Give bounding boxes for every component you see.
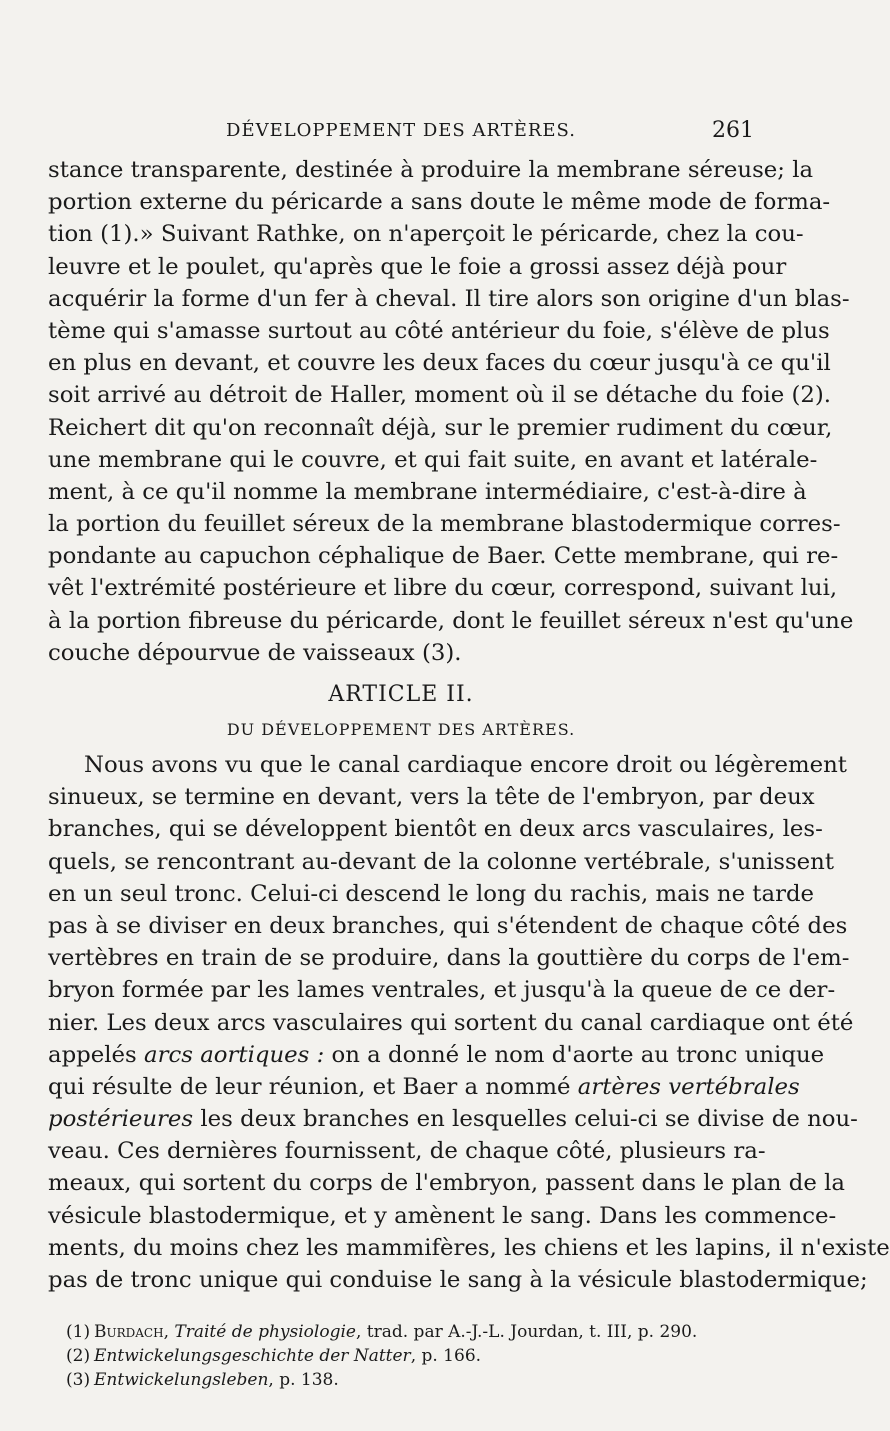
footnote-title: Entwickelungsleben [94, 1370, 269, 1390]
text-line: Nous avons vu que le canal cardiaque encore droit ou légèrement [84, 752, 847, 778]
page-body [48, 154, 890, 1296]
footnotes [66, 1320, 756, 1392]
article-title: ARTICLE II. [328, 682, 474, 707]
text-line: quels, se rencontrant au-devant de la colonne vertébrale, s'unissent [48, 848, 834, 875]
text-line: soit arrivé au détroit de Haller, moment où il se détache du foie (2). [48, 382, 831, 409]
footnote-author: Burdach [94, 1322, 164, 1342]
footnote-title: Entwickelungsgeschichte der Natter [94, 1346, 411, 1366]
text-line: vertèbres en train de se produire, dans la gouttière du corps de l'em- [48, 945, 850, 972]
footnote-separator: , [163, 1322, 175, 1342]
text-line: acquérir la forme d'un fer à cheval. Il tire alors son origine d'un blas- [48, 285, 850, 312]
article-subtitle: DU DÉVELOPPEMENT DES ARTÈRES. [226, 720, 576, 739]
footnote [66, 1344, 756, 1368]
text-line: en un seul tronc. Celui-ci descend le long du rachis, mais ne tarde [48, 880, 815, 907]
text-line: couche dépourvue de vaisseaux (3). [48, 639, 462, 666]
text-line: pas à se diviser en deux branches, qui s'étendent de chaque côté des [48, 912, 848, 939]
text-segment: on a donné le nom d'aorte au tronc unique [324, 1041, 825, 1068]
text-line: branches, qui se développent bientôt en deux arcs vasculaires, les- [48, 816, 823, 843]
footnote-rest: , trad. par A.-J.-L. Jourdan, t. III, p. 290. [355, 1322, 698, 1342]
italic-term: artères vertébrales [577, 1073, 800, 1100]
paragraph-arteres [48, 749, 890, 1296]
text-line: pondante au capuchon céphalique de Baer. Cette membrane, qui re- [48, 543, 839, 570]
text-line: ment, à ce qu'il nomme la membrane intermédiaire, c'est-à-dire à [48, 478, 807, 505]
text-line: tème qui s'amasse surtout au côté antérieur du foie, s'élève de plus [48, 317, 830, 344]
text-line [48, 1071, 800, 1103]
text-line: portion externe du péricarde a sans doute le même mode de forma- [48, 189, 831, 216]
footnote [66, 1368, 756, 1392]
text-line: ments, du moins chez les mammifères, les chiens et les lapins, il n'existe [48, 1234, 890, 1261]
text-line: nier. Les deux arcs vasculaires qui sortent du canal cardiaque ont été [48, 1009, 854, 1036]
text-line: la portion du feuillet séreux de la membrane blastodermique corres- [48, 511, 841, 538]
page-number: 261 [712, 118, 754, 143]
page-header [48, 118, 754, 146]
text-line: une membrane qui le couvre, et qui fait suite, en avant et latérale- [48, 446, 818, 473]
footnote-number: (1) [66, 1322, 91, 1342]
text-line: en plus en devant, et couvre les deux faces du cœur jusqu'à ce qu'il [48, 350, 831, 377]
paragraph-pericarde [48, 154, 854, 669]
footnote-number: (3) [66, 1370, 91, 1390]
text-line: leuvre et le poulet, qu'après que le foie a grossi assez déjà pour [48, 253, 787, 280]
text-line: pas de tronc unique qui conduise le sang à la vésicule blastodermique; [48, 1267, 868, 1293]
text-line: veau. Ces dernières fournissent, de chaque côté, plusieurs ra- [48, 1138, 766, 1165]
text-line: Reichert dit qu'on reconnaît déjà, sur le premier rudiment du cœur, [48, 414, 833, 441]
footnote-number: (2) [66, 1346, 91, 1366]
italic-term: arcs aortiques : [144, 1041, 325, 1068]
text-line: bryon formée par les lames ventrales, et jusqu'à la queue de ce der- [48, 977, 836, 1004]
text-line: tion (1).» Suivant Rathke, on n'aperçoit le péricarde, chez la cou- [48, 221, 804, 248]
footnote-title: Traité de physiologie [174, 1322, 356, 1342]
text-line: meaux, qui sortent du corps de l'embryon, passent dans le plan de la [48, 1170, 845, 1197]
text-line [48, 1103, 858, 1135]
text-line: vésicule blastodermique, et y amènent le sang. Dans les commence- [48, 1202, 837, 1229]
running-title: DÉVELOPPEMENT DES ARTÈRES. [226, 120, 576, 141]
text-line: sinueux, se termine en devant, vers la tête de l'embryon, par deux [48, 784, 815, 811]
text-segment: appelés [48, 1041, 144, 1068]
footnote [66, 1320, 756, 1344]
text-segment: qui résulte de leur réunion, et Baer a nommé [48, 1073, 578, 1100]
text-line: stance transparente, destinée à produire la membrane séreuse; la [48, 157, 814, 183]
text-line: vêt l'extrémité postérieure et libre du cœur, correspond, suivant lui, [48, 575, 838, 602]
text-segment: les deux branches en lesquelles celui-ci se divise de nou- [193, 1106, 858, 1133]
footnote-rest: , p. 166. [410, 1346, 482, 1366]
footnote-rest: , p. 138. [268, 1370, 339, 1390]
text-line [48, 1039, 825, 1071]
text-line: à la portion fibreuse du péricarde, dont le feuillet séreux n'est qu'une [48, 607, 854, 634]
italic-term: postérieures [48, 1106, 194, 1133]
